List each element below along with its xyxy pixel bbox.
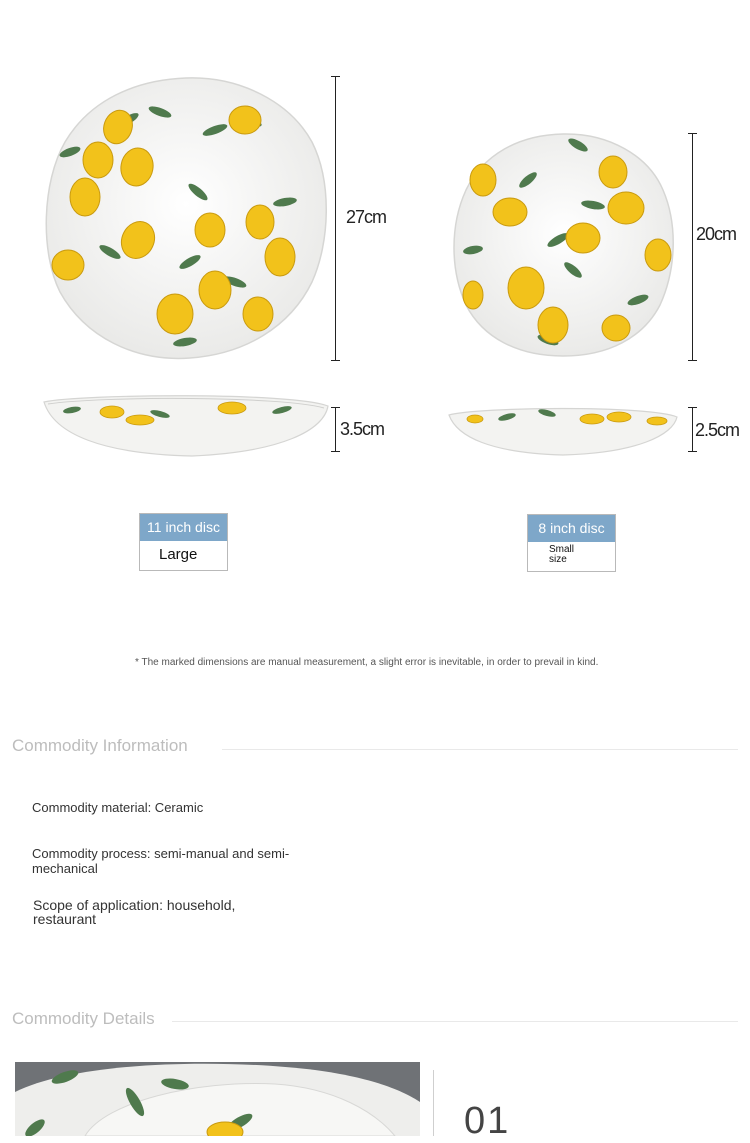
small-size-name: Small size xyxy=(549,544,575,565)
commodity-details-title: Commodity Details xyxy=(12,1009,155,1028)
process-text: Commodity process: semi-manual and semi-mechanical xyxy=(32,846,290,876)
large-height-label: 3.5cm xyxy=(340,419,385,439)
measurement-note: * The marked dimensions are manual measurement, a slight error is inevitable, in order to prevail in kind. xyxy=(135,657,599,668)
small-diameter-dimension-line xyxy=(692,133,693,360)
commodity-information-rule xyxy=(222,749,738,750)
detail-index: 01 xyxy=(464,1100,511,1142)
small-plate-side-image xyxy=(447,403,679,459)
commodity-information-title: Commodity Information xyxy=(12,736,188,755)
large-diameter-dimension-line xyxy=(335,76,336,360)
large-height-dimension-line xyxy=(335,407,336,451)
small-size-box xyxy=(527,514,616,572)
scope-text: Scope of application: household, restaurant xyxy=(33,897,236,927)
commodity-details-rule xyxy=(172,1021,738,1022)
detail-photo xyxy=(15,1062,420,1136)
large-plate-side-image xyxy=(42,390,332,460)
small-plate-top-image xyxy=(448,130,678,360)
large-size-label: 11 inch disc xyxy=(140,514,227,541)
small-height-label: 2.5cm xyxy=(695,420,740,440)
small-diameter-label: 20cm xyxy=(696,224,737,244)
large-diameter-label: 27cm xyxy=(346,207,387,227)
large-plate-top-image xyxy=(40,72,332,364)
large-size-box xyxy=(139,513,228,571)
detail-divider xyxy=(433,1070,434,1136)
small-size-label: 8 inch disc xyxy=(528,515,615,542)
large-size-name: Large xyxy=(159,546,198,563)
material-text: Commodity material: Ceramic xyxy=(32,800,204,815)
small-height-dimension-line xyxy=(692,407,693,451)
